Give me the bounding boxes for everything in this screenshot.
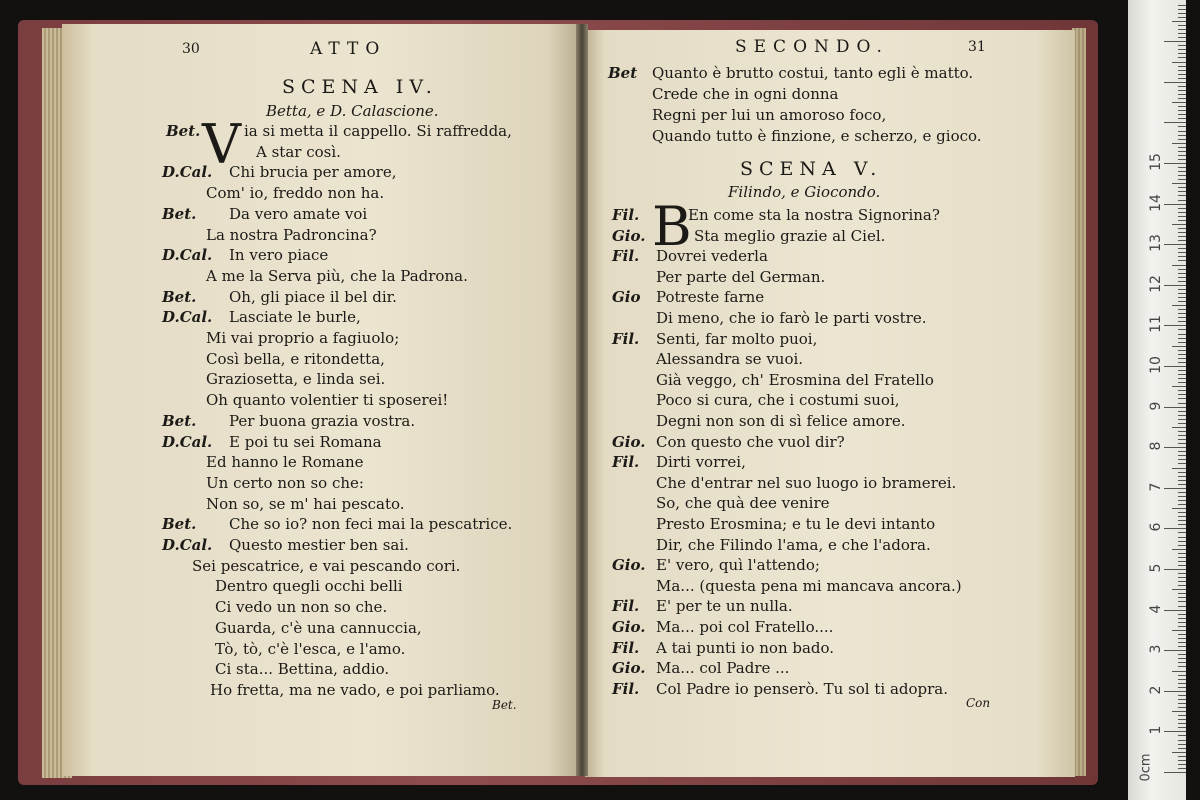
ruler-tick [1178,5,1186,6]
ruler-tick [1164,325,1186,326]
ruler-tick [1178,135,1186,136]
ruler-number: 6 [1148,522,1164,532]
ruler-tick [1178,252,1186,253]
ruler-tick [1178,768,1186,769]
ruler-tick [1172,671,1186,672]
verse-line: Ci vedo un non so che. [215,598,388,617]
verse-line: Già veggo, ch' Erosmina del Fratello [656,370,934,389]
ruler-tick [1178,577,1186,578]
ruler-tick [1178,321,1186,322]
ruler-number: 7 [1148,482,1164,492]
ruler-tick [1164,447,1186,448]
ruler-tick [1178,484,1186,485]
ruler-tick [1178,423,1186,424]
ruler-tick [1178,735,1186,736]
ruler-tick [1178,74,1186,75]
ruler-tick [1178,260,1186,261]
ruler-tick [1178,29,1186,30]
ruler-tick [1178,309,1186,310]
verse-line: En come sta la nostra Signorina? [688,206,940,224]
verse-line: Dirti vorrei, [656,453,746,472]
ruler-tick [1178,687,1186,688]
ruler-tick [1178,171,1186,172]
verse-line: Non so, se m' hai pescato. [206,494,405,513]
speaker-label: Gio. [612,226,646,245]
ruler-tick [1164,772,1186,773]
ruler-tick [1178,666,1186,667]
ruler-tick [1178,281,1186,282]
verse-line: Ma... col Padre ... [656,659,790,678]
ruler-tick [1178,419,1186,420]
ruler-tick [1178,49,1186,50]
speaker-label: Bet. [162,411,197,430]
page-number-left: 30 [182,41,200,57]
speaker-label: Bet. [162,287,197,306]
ruler-tick [1178,334,1186,335]
ruler-tick [1178,9,1186,10]
ruler-tick [1178,601,1186,602]
ruler-tick [1178,504,1186,505]
ruler-tick [1178,524,1186,525]
ruler-tick [1178,646,1186,647]
ruler-tick [1178,187,1186,188]
speaker-label: Fil. [612,453,640,472]
ruler-tick [1178,658,1186,659]
ruler-tick [1172,549,1186,550]
ruler-tick [1178,256,1186,257]
ruler-tick [1178,90,1186,91]
ruler-tick [1178,715,1186,716]
ruler-tick [1178,390,1186,391]
ruler-tick [1178,317,1186,318]
ruler-tick [1178,561,1186,562]
ruler-tick [1178,565,1186,566]
ruler-tick [1178,606,1186,607]
ruler-tick [1178,719,1186,720]
ruler-tick [1178,147,1186,148]
ruler-tick [1178,37,1186,38]
ruler-tick [1178,403,1186,404]
ruler-tick [1178,293,1186,294]
ruler-number: 14 [1148,193,1164,212]
verse-line: Per parte del German. [656,267,826,286]
ruler-tick [1178,362,1186,363]
speaker-label: D.Cal. [162,246,213,265]
ruler-tick [1178,118,1186,119]
drop-cap-left: V [202,113,241,176]
verse-line: A star così. [256,142,341,161]
verse-line: So, che quà dee venire [656,494,830,513]
ruler-tick [1178,370,1186,371]
verse-line: Di meno, che io farò le parti vostre. [656,309,927,327]
ruler-number: 12 [1148,274,1164,293]
ruler-tick [1178,350,1186,351]
ruler-tick [1172,102,1186,103]
ruler-tick [1178,675,1186,676]
ruler-number: 3 [1148,644,1164,654]
verse-line: In vero piace [229,246,329,265]
speaker-label: Fil. [612,638,640,657]
ruler-tick [1172,711,1186,712]
ruler-tick [1178,228,1186,229]
ruler-tick [1178,699,1186,700]
verse-line: Tò, tò, c'è l'esca, e l'amo. [215,639,406,658]
ruler-tick [1178,585,1186,586]
ruler-tick [1178,248,1186,249]
verse-line: Con questo che vuol dir? [656,432,845,451]
ruler-tick [1178,557,1186,558]
ruler-tick [1164,122,1186,123]
verse-line: Guarda, c'è una cannuccia, [215,618,422,637]
ruler-tick [1178,289,1186,290]
ruler-tick [1178,455,1186,456]
ruler-tick [1172,183,1186,184]
ruler-tick [1178,492,1186,493]
verse-line: Ho fretta, ma ne vado, e poi parliamo. [210,680,500,699]
speaker-label: Fil. [612,329,640,348]
speaker-label: D.Cal. [162,432,213,451]
ruler-tick [1178,358,1186,359]
ruler-tick [1178,240,1186,241]
ruler-tick [1164,610,1186,611]
verse-line: Che d'entrar nel suo luogo io bramerei. [656,473,957,492]
ruler-tick [1178,545,1186,546]
ruler-tick [1164,204,1186,205]
ruler-tick [1178,707,1186,708]
ruler-tick [1164,41,1186,42]
ruler-tick [1178,151,1186,152]
ruler-tick [1178,638,1186,639]
ruler-tick [1172,265,1186,266]
ruler-tick [1178,622,1186,623]
ruler-tick [1164,488,1186,489]
ruler-tick [1178,435,1186,436]
ruler-tick [1178,216,1186,217]
speaker-label: Gio. [612,659,646,678]
ruler-number: 11 [1148,315,1164,334]
ruler-tick [1178,33,1186,34]
ruler-tick [1164,366,1186,367]
speaker-label: Bet [608,64,638,82]
catchword-right: Con [966,696,991,710]
ruler-tick [1178,70,1186,71]
verse-line: Poco si cura, che i costumi suoi, [656,391,900,410]
verse-line: Questo mestier ben sai. [229,536,409,554]
ruler-tick [1164,650,1186,651]
ruler-tick [1178,382,1186,383]
verse-line: Ed hanno le Romane [206,453,364,472]
ruler-tick [1178,86,1186,87]
ruler-tick [1178,415,1186,416]
ruler-tick [1178,313,1186,314]
ruler-tick [1178,13,1186,14]
ruler-tick [1178,66,1186,67]
verse-line: Oh, gli piace il bel dir. [229,287,397,306]
ruler-tick [1178,191,1186,192]
ruler-tick [1178,277,1186,278]
ruler-tick [1178,269,1186,270]
ruler-tick [1178,398,1186,399]
ruler-tick [1178,25,1186,26]
verse-line: Lasciate le burle, [229,308,361,327]
verse-line: E' vero, quì l'attendo; [656,556,820,575]
speaker-first-left: Bet. [166,122,201,140]
ruler-tick [1172,630,1186,631]
ruler-number: 9 [1148,401,1164,411]
verse-line: Un certo non so che: [206,473,364,492]
book-gutter [576,24,588,776]
ruler-tick [1178,654,1186,655]
ruler-tick [1164,731,1186,732]
verse-line: Sta meglio grazie al Ciel. [694,226,886,245]
ruler-tick [1178,740,1186,741]
ruler-tick [1178,114,1186,115]
verse-line: Che so io? non feci mai la pescatrice. [229,515,513,534]
verse-line: Per buona grazia vostra. [229,411,416,430]
verse-line: A me la Serva più, che la Padrona. [206,266,468,285]
ruler-tick [1178,703,1186,704]
ruler-tick [1172,224,1186,225]
ruler-tick [1178,512,1186,513]
ruler-tick [1178,78,1186,79]
verse-line: Com' io, freddo non ha. [206,184,385,203]
ruler-number: 15 [1148,153,1164,171]
ruler-number: 1 [1148,725,1164,735]
ruler-tick [1178,537,1186,538]
verse-line: Dir, che Filindo l'ama, e che l'adora. [656,535,931,554]
ruler-tick [1178,131,1186,132]
speaker-label: D.Cal. [162,163,213,182]
ruler-tick [1178,723,1186,724]
ruler-tick [1178,683,1186,684]
ruler-tick [1178,17,1186,18]
speaker-label: Bet. [162,515,197,534]
ruler-tick [1178,236,1186,237]
ruler-tick [1178,232,1186,233]
speaker-label: Bet. [162,204,197,223]
ruler-tick [1178,500,1186,501]
ruler-tick [1178,451,1186,452]
verse-line: Mi vai proprio a fagiuolo; [206,329,400,347]
ruler-tick [1172,427,1186,428]
ruler-tick [1178,520,1186,521]
verse-line: Da vero amate voi [229,204,368,223]
verse-line: Alessandra se vuoi. [656,350,804,369]
ruler-tick [1178,329,1186,330]
running-head-right: SECONDO. [735,37,889,57]
ruler-tick [1172,143,1186,144]
ruler-tick [1178,106,1186,107]
ruler-tick [1178,614,1186,615]
ruler-tick [1172,21,1186,22]
speaker-label: Fil. [612,247,640,266]
verse-line: Degni non son di sì felice amore. [656,412,906,430]
ruler-tick [1164,407,1186,408]
cast-list-left: Betta, e D. Calascione. [266,102,439,120]
speaker-label: Fil. [612,679,640,698]
verse-line: Sei pescatrice, e vai pescando cori. [192,556,461,575]
ruler-tick [1178,679,1186,680]
ruler-tick [1178,273,1186,274]
verse-line: A tai punti io non bado. [656,638,835,657]
ruler-tick [1172,346,1186,347]
ruler-tick [1178,378,1186,379]
ruler-number: 13 [1148,234,1164,253]
verse-line: Crede che in ogni donna [652,85,839,103]
ruler-tick [1164,528,1186,529]
ruler-tick [1178,496,1186,497]
ruler-number: 4 [1148,604,1164,614]
ruler-tick [1178,220,1186,221]
ruler-tick [1178,297,1186,298]
ruler-tick [1172,305,1186,306]
ruler-tick [1178,45,1186,46]
ruler-tick [1178,618,1186,619]
verse-line: Ma... poi col Fratello.... [656,618,834,636]
verse-line: Chi brucia per amore, [229,163,397,182]
ruler-tick [1178,727,1186,728]
ruler-tick [1164,569,1186,570]
ruler-tick [1172,508,1186,509]
ruler-tick [1172,752,1186,753]
speaker-label: Fil. [612,597,640,616]
ruler-tick [1164,244,1186,245]
speaker-label: Gio. [612,556,646,575]
ruler-number: 2 [1148,685,1164,695]
speaker-label: Gio [612,288,641,307]
cast-list-right: Filindo, e Giocondo. [728,183,881,201]
ruler-tick [1172,589,1186,590]
speaker-label: D.Cal. [162,536,213,554]
ruler-tick [1172,386,1186,387]
ruler-tick [1172,62,1186,63]
ruler-tick [1178,175,1186,176]
verse-line: Dovrei vederla [656,247,768,266]
verse-line: Regni per lui un amoroso foco, [652,106,887,124]
ruler-tick [1178,744,1186,745]
verse-line: Presto Erosmina; e tu le devi intanto [656,515,936,533]
ruler-tick [1178,212,1186,213]
ruler-tick [1178,374,1186,375]
catchword-left: Bet. [492,698,517,712]
ruler-tick [1178,748,1186,749]
running-head-left: ATTO [310,39,387,59]
ruler-tick [1178,459,1186,460]
ruler-tick [1178,98,1186,99]
verse-line: ia si metta il cappello. Si raffredda, [244,122,512,140]
ruler-tick [1178,208,1186,209]
ruler-tick [1178,581,1186,582]
verse-line: Ci sta... Bettina, addio. [215,660,390,679]
ruler-tick [1178,338,1186,339]
ruler-tick [1178,626,1186,627]
ruler-tick [1178,110,1186,111]
ruler-tick [1178,57,1186,58]
drop-cap-right: B [652,195,692,258]
ruler-tick [1178,301,1186,302]
ruler-tick [1178,139,1186,140]
ruler-tick [1164,691,1186,692]
ruler-tick [1178,200,1186,201]
ruler-tick [1178,634,1186,635]
verse-line: Così bella, e ritondetta, [206,349,385,368]
ruler-tick [1178,53,1186,54]
ruler-tick [1178,195,1186,196]
ruler-tick [1178,476,1186,477]
ruler-tick [1178,516,1186,517]
speaker-label: Fil. [612,206,640,224]
scene-title-right: SCENA V. [740,158,883,180]
ruler-tick [1178,695,1186,696]
ruler-tick [1178,642,1186,643]
verse-line: E' per te un nulla. [656,597,793,616]
ruler-tick [1178,597,1186,598]
speaker-label: D.Cal. [162,308,213,327]
scene-title-left: SCENA IV. [282,76,438,98]
ruler-tick [1164,82,1186,83]
ruler-tick [1178,443,1186,444]
ruler-number: 5 [1148,563,1164,573]
ruler-tick [1178,431,1186,432]
speaker-label: Gio. [612,432,646,451]
ruler-tick [1178,553,1186,554]
ruler-tick [1178,463,1186,464]
verse-line: Dentro quegli occhi belli [215,577,403,596]
ruler-tick [1178,480,1186,481]
verse-line: Oh quanto volentier ti sposerei! [206,391,449,410]
ruler-tick [1172,468,1186,469]
ruler-tick [1178,411,1186,412]
ruler-tick [1178,593,1186,594]
ruler-tick [1178,760,1186,761]
verse-line: Senti, far molto puoi, [656,329,818,348]
ruler-number: 8 [1148,441,1164,451]
ruler-tick [1178,573,1186,574]
ruler-tick [1164,163,1186,164]
verse-line: Col Padre io penserò. Tu sol ti adopra. [656,679,949,698]
ruler-tick [1178,541,1186,542]
ruler-unit-label: 0cm [1138,753,1154,782]
ruler-tick [1178,532,1186,533]
ruler-tick [1178,472,1186,473]
verse-line: Graziosetta, e linda sei. [206,370,386,389]
verse-line: Quando tutto è finzione, e scherzo, e gioco. [652,127,982,145]
ruler-tick [1178,439,1186,440]
ruler-number: 10 [1148,356,1164,374]
ruler-tick [1178,342,1186,343]
ruler-tick [1178,159,1186,160]
verse-line: E poi tu sei Romana [229,432,382,451]
ruler-tick [1178,756,1186,757]
ruler-tick [1178,394,1186,395]
ruler-tick [1178,179,1186,180]
ruler-tick [1164,285,1186,286]
ruler-tick [1178,662,1186,663]
verse-line: Quanto è brutto costui, tanto egli è matto. [652,64,974,82]
ruler-tick [1178,354,1186,355]
ruler-tick [1178,155,1186,156]
page-number-right: 31 [968,39,986,55]
ruler-tick [1178,94,1186,95]
speaker-label: Gio. [612,618,646,636]
ruler-tick [1178,126,1186,127]
verse-line: Potreste farne [656,288,765,307]
ruler-tick [1178,764,1186,765]
ruler-tick [1178,167,1186,168]
verse-line: La nostra Padroncina? [206,225,377,244]
verse-line: Ma... (questa pena mi mancava ancora.) [656,576,962,595]
